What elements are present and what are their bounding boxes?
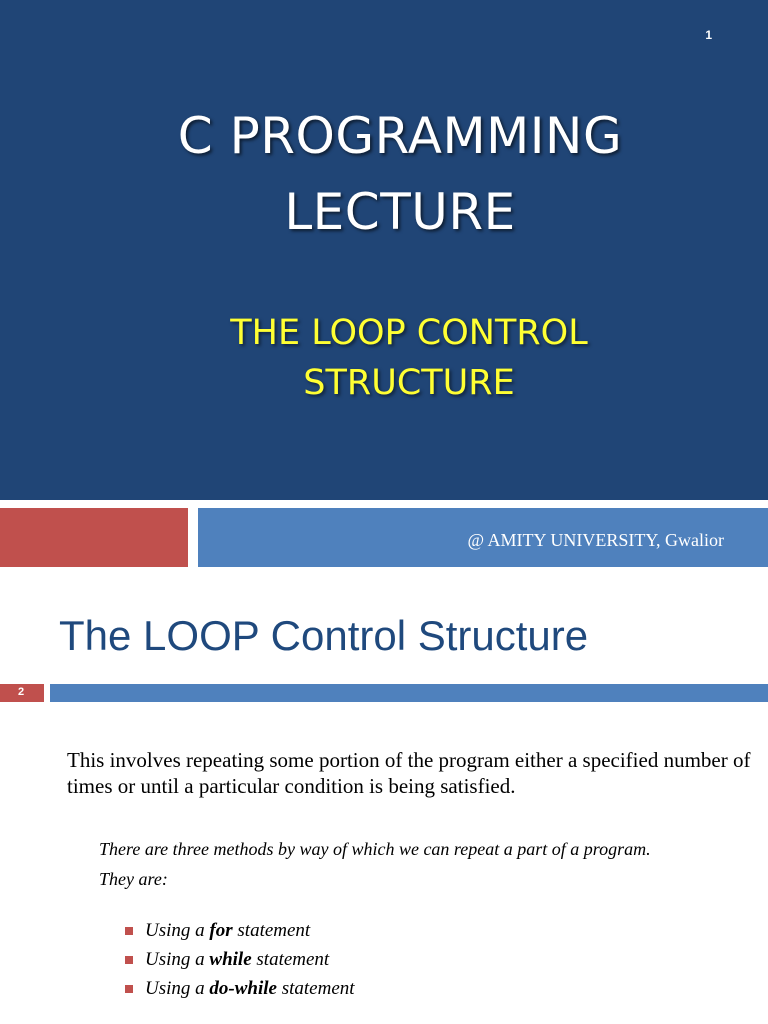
methods-intro [99,834,739,894]
slide-1-title [0,98,768,250]
list-item [125,945,355,974]
subtitle-line-1: THE LOOP CONTROL [230,313,588,353]
slide-2-number-bar [0,684,44,702]
subtitle-line-2: STRUCTURE [303,363,515,403]
page-number: 1 [705,28,712,42]
page-number: 2 [18,686,25,698]
footer-institution-text: @ AMITY UNIVERSITY, Gwalior [467,530,724,550]
title-line-1: C PROGRAMMING [177,107,623,165]
bullet-keyword: while [209,948,252,970]
bullet-prefix: Using a [145,948,205,970]
square-bullet-icon [125,985,133,993]
list-item [125,916,355,945]
footer-red-block [0,508,188,567]
square-bullet-icon [125,956,133,964]
bullet-keyword: do-while [209,977,277,999]
title-line-2: LECTURE [284,183,516,241]
bullet-prefix: Using a [145,919,205,941]
bullet-prefix: Using a [145,977,205,999]
bullet-suffix: statement [281,977,355,999]
bullet-keyword: for [209,919,233,941]
methods-intro-line-2: They are: [99,869,168,889]
bullet-suffix: statement [256,948,330,970]
intro-paragraph: This involves repeating some portion of the program either a specified number of times or until a particular condition is being satisfied. [67,748,751,798]
slide-1-subtitle [0,308,768,408]
slide-1 [0,0,768,500]
square-bullet-icon [125,927,133,935]
slide-2-divider-bar [50,684,768,702]
slide-2-title: The LOOP Control Structure [59,612,589,659]
methods-list [125,916,355,1003]
list-item [125,974,355,1003]
bullet-suffix: statement [237,919,311,941]
methods-intro-line-1: There are three methods by way of which we can repeat a part of a program. [99,839,651,859]
